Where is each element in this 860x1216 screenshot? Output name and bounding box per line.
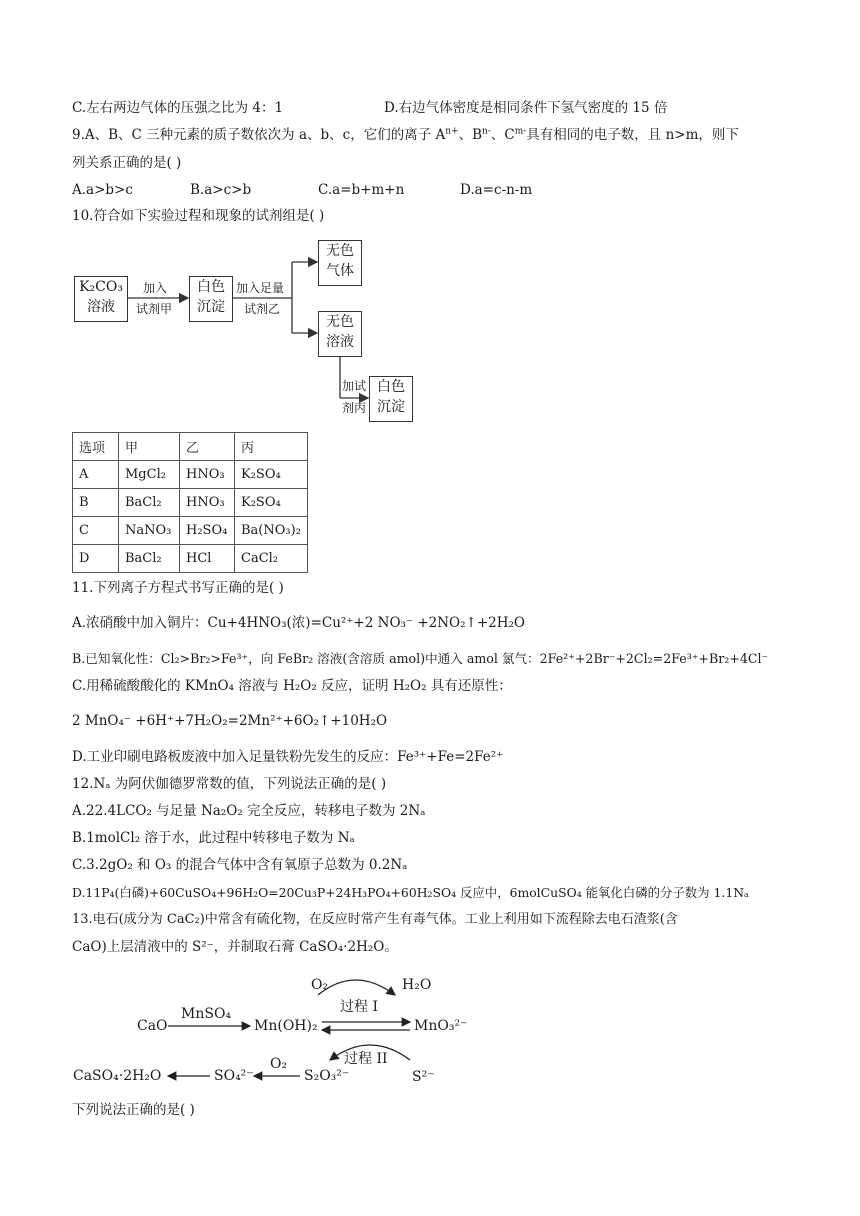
flow-step1-top: 加入 (143, 281, 168, 295)
diagram-mno3: MnO₃²⁻ (414, 1018, 468, 1034)
diagram-caso4: CaSO₄·2H₂O (73, 1068, 162, 1084)
diagram-process-2: 过程 II (344, 1051, 388, 1067)
q8-option-d: D.右边气体密度是相同条件下氢气密度的 15 倍 (384, 100, 668, 116)
flow-step3-top: 加试 (342, 379, 367, 393)
flow-box-gas-line2: 气体 (326, 263, 354, 279)
diagram-s2o3: S₂O₃²⁻ (304, 1068, 350, 1084)
diagram-mnoh2: Mn(OH)₂ (254, 1018, 318, 1034)
q12-option-b: B.1molCl₂ 溶于水，此过程中转移电子数为 Nₐ (72, 830, 355, 846)
q12-option-d: D.11P₄(白磷)+60CuSO₄+96H₂O=20Cu₃P+24H₃PO₄+60H₂SO₄ 反应中，6molCuSO₄ 能氧化白磷的分子数为 1.1Nₐ (72, 885, 749, 900)
table-header-cell: 选项 (73, 433, 119, 461)
q12-stem: 12.Nₐ 为阿伏伽德罗常数的值，下列说法正确的是( ) (72, 776, 387, 792)
q11-option-d: D.工业印刷电路板废液中加入足量铁粉先发生的反应：Fe³⁺+Fe=2Fe²⁺ (72, 749, 504, 765)
q9-stem-a: 9.A、B、C 三种元素的质子数依次为 a、b、c，它们的离子 A (72, 127, 446, 143)
flow-step2-top: 加入足量 (236, 281, 285, 295)
flow-box-gas-line1: 无色 (326, 243, 354, 259)
flow-box-mid-line1: 白色 (197, 279, 225, 295)
q9-sup1: n+ (445, 126, 459, 137)
table-cell: K₂SO₄ (235, 489, 308, 517)
table-cell: CaCl₂ (235, 545, 308, 573)
table-cell: H₂SO₄ (180, 517, 235, 545)
diagram-so4: SO₄²⁻ (214, 1068, 254, 1084)
q9-stem-d: 具有相同的电子数，且 n>m，则下 (526, 127, 739, 143)
diagram-mnso4: MnSO₄ (181, 1006, 232, 1022)
table-cell: HNO₃ (180, 489, 235, 517)
table-cell: C (73, 517, 119, 545)
table-cell: D (73, 545, 119, 573)
flow-step3-bottom: 剂丙 (342, 401, 367, 415)
q11-option-c-line2: 2 MnO₄⁻ +6H⁺+7H₂O₂=2Mn²⁺+6O₂↑+10H₂O (72, 713, 388, 729)
q9-option-c: C.a=b+m+n (318, 182, 405, 198)
flow-step2-bottom: 试剂乙 (244, 302, 281, 316)
table-header-cell: 甲 (119, 433, 180, 461)
flow-box-k2co3-line1: K₂CO₃ (79, 279, 123, 295)
table-cell: HNO₃ (180, 461, 235, 489)
table-cell: NaNO₃ (119, 517, 180, 545)
flow-box-sol-line1: 无色 (326, 314, 354, 330)
table-cell: MgCl₂ (119, 461, 180, 489)
flow-box-end-line1: 白色 (377, 379, 405, 395)
flow-step1-bottom: 试剂甲 (136, 302, 173, 316)
q13-stem-line1: 13.电石(成分为 CaC₂)中常含有硫化物，在反应时常产生有毒气体。工业上利用如下流程除去电石渣浆(含 (72, 912, 678, 927)
q12-option-a: A.22.4LCO₂ 与足量 Na₂O₂ 完全反应，转移电子数为 2Nₐ (72, 803, 426, 819)
q12-option-c: C.3.2gO₂ 和 O₃ 的混合气体中含有氧原子总数为 0.2Nₐ (72, 857, 408, 873)
q13-stem-line2: CaO)上层清液中的 S²⁻，并制取石膏 CaSO₄·2H₂O。 (72, 939, 398, 955)
q9-option-d: D.a=c-n-m (460, 182, 533, 198)
q9-option-b: B.a>c>b (190, 182, 252, 198)
q10-stem: 10.符合如下实验过程和现象的试剂组是( ) (72, 208, 325, 224)
q11-option-a: A.浓硝酸中加入铜片：Cu+4HNO₃(浓)=Cu²⁺+2 NO₃⁻ +2NO₂↑+2H₂O (72, 615, 525, 631)
flow-box-mid-line2: 沉淀 (197, 299, 225, 315)
diagram-process-1: 过程 I (340, 999, 378, 1015)
table-header-cell: 丙 (235, 433, 308, 461)
flow-box-sol-line2: 溶液 (326, 334, 354, 350)
q11-option-b: B.已知氧化性：Cl₂>Br₂>Fe³⁺，向 FeBr₂ 溶液(含溶质 amol)中通入 amol 氯气：2Fe²⁺+2Br⁻+2Cl₂=2Fe³⁺+Br₂+4Cl⁻ (72, 651, 769, 666)
q9-stem-b: 、B (458, 127, 483, 143)
table-cell: HCl (180, 545, 235, 573)
q9-option-a: A.a>b>c (72, 182, 133, 198)
q13-question: 下列说法正确的是( ) (72, 1102, 195, 1118)
flow-box-end-line2: 沉淀 (377, 399, 405, 415)
table-cell: Ba(NO₃)₂ (235, 517, 308, 545)
q9-sup2: n- (482, 126, 491, 137)
table-header-cell: 乙 (180, 433, 235, 461)
q9-sup3: m- (514, 126, 527, 137)
q11-option-c-line1: C.用稀硫酸酸化的 KMnO₄ 溶液与 H₂O₂ 反应，证明 H₂O₂ 具有还原性： (72, 678, 512, 694)
q8-option-c: C.左右两边气体的压强之比为 4：1 (72, 100, 284, 116)
q11-stem: 11.下列离子方程式书写正确的是( ) (72, 580, 284, 596)
flow-box-k2co3-line2: 溶液 (87, 299, 115, 315)
diagram-o2-top: O₂ (311, 977, 329, 993)
table-cell: A (73, 461, 119, 489)
table-cell: BaCl₂ (119, 489, 180, 517)
table-cell: BaCl₂ (119, 545, 180, 573)
q9-stem-c: 、C (490, 127, 515, 143)
diagram-cao: CaO (137, 1018, 168, 1034)
table-cell: K₂SO₄ (235, 461, 308, 489)
diagram-s2: S²⁻ (412, 1069, 435, 1085)
table-cell: B (73, 489, 119, 517)
q9-stem-line2: 列关系正确的是( ) (72, 155, 182, 171)
diagram-o2-bottom: O₂ (270, 1056, 288, 1072)
diagram-h2o: H₂O (402, 977, 432, 993)
